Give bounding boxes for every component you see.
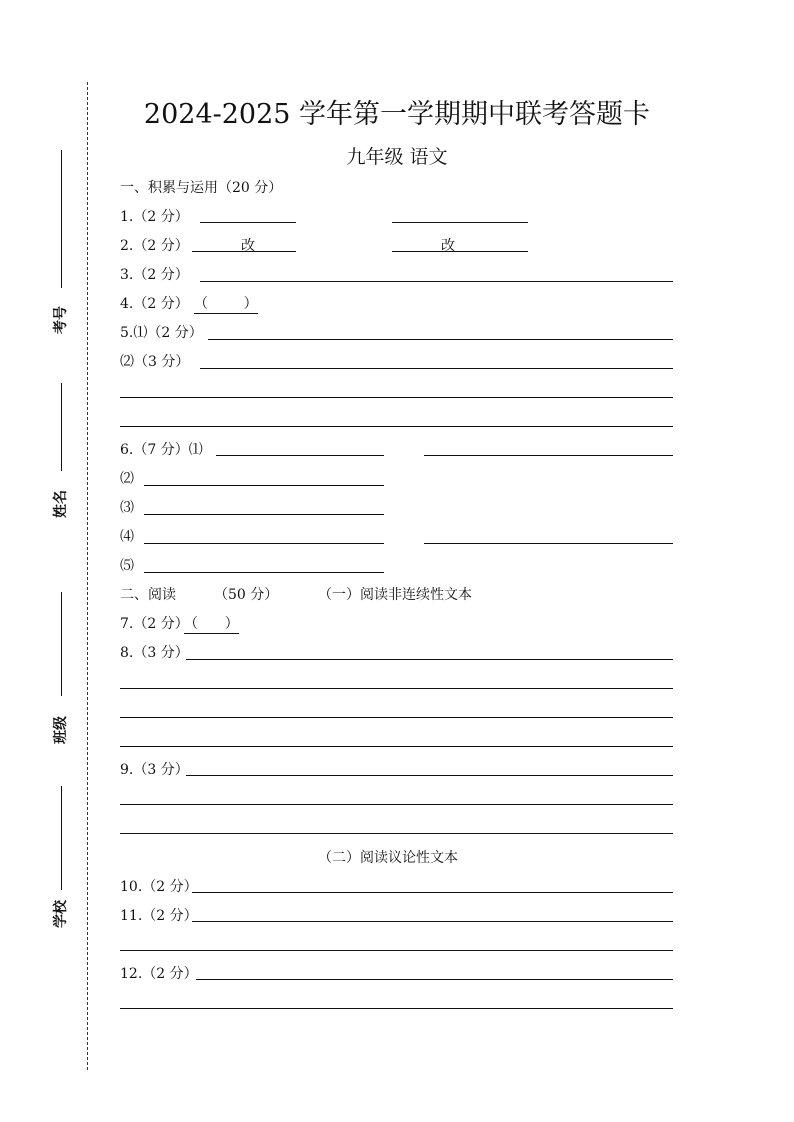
page-title: 2024-2025 学年第一学期期中联考答题卡 bbox=[143, 99, 651, 130]
q5-2-label: ⑵（3 分） bbox=[120, 354, 190, 370]
q8-answer-line-1[interactable] bbox=[186, 659, 673, 660]
section2-heading: 二、阅读 bbox=[120, 587, 176, 603]
q11-answer-line-1[interactable] bbox=[192, 921, 673, 922]
name-label: 姓名 bbox=[53, 490, 69, 518]
q6-4-answer-line-1[interactable] bbox=[144, 543, 384, 544]
section2-sub2-heading: （二）阅读议论性文本 bbox=[318, 850, 458, 866]
q6-4-answer-line-2[interactable] bbox=[424, 543, 673, 544]
q7-label: 7.（2 分） bbox=[120, 616, 189, 632]
section1-heading: 一、积累与运用（20 分） bbox=[120, 180, 283, 196]
q6-4-label: ⑷ bbox=[120, 529, 134, 545]
q6-3-label: ⑶ bbox=[120, 500, 134, 516]
q9-answer-line-3[interactable] bbox=[120, 833, 673, 834]
q6-1-answer-line-1[interactable] bbox=[216, 455, 384, 456]
class-line bbox=[61, 592, 62, 696]
q6-label: 6.（7 分）⑴ bbox=[120, 442, 203, 458]
exam-no-label: 考号 bbox=[53, 306, 69, 334]
q9-label: 9.（3 分） bbox=[120, 762, 189, 778]
q4-label: 4.（2 分） bbox=[120, 296, 189, 312]
q12-label: 12.（2 分） bbox=[120, 966, 198, 982]
q6-2-label: ⑵ bbox=[120, 471, 134, 487]
q6-2-answer-line[interactable] bbox=[144, 485, 384, 486]
q6-5-answer-line[interactable] bbox=[144, 572, 384, 573]
q6-5-label: ⑸ bbox=[120, 558, 134, 574]
q3-answer-line[interactable] bbox=[200, 281, 673, 282]
q2-label: 2.（2 分） bbox=[120, 238, 189, 254]
q1-answer-line-2[interactable] bbox=[392, 222, 528, 223]
exam-no-line bbox=[61, 150, 62, 288]
name-line bbox=[61, 383, 62, 471]
q11-label: 11.（2 分） bbox=[120, 908, 198, 924]
q12-answer-line-1[interactable] bbox=[196, 979, 673, 980]
q4-answer-paren[interactable]: （ ） bbox=[194, 293, 258, 314]
q1-answer-line-1[interactable] bbox=[200, 222, 296, 223]
q5-2-answer-line-1[interactable] bbox=[200, 368, 673, 369]
class-label: 班级 bbox=[53, 716, 69, 744]
q3-label: 3.（2 分） bbox=[120, 267, 189, 283]
q11-answer-line-2[interactable] bbox=[120, 950, 673, 951]
q8-answer-line-3[interactable] bbox=[120, 717, 673, 718]
q5-1-label: 5.⑴（2 分） bbox=[120, 325, 203, 341]
school-line bbox=[61, 786, 62, 890]
q8-answer-line-4[interactable] bbox=[120, 746, 673, 747]
section2-sub1-heading: （一）阅读非连续性文本 bbox=[318, 587, 472, 603]
q1-label: 1.（2 分） bbox=[120, 209, 189, 225]
q6-1-answer-line-2[interactable] bbox=[424, 455, 673, 456]
q5-2-answer-line-3[interactable] bbox=[120, 426, 673, 427]
q9-answer-line-1[interactable] bbox=[186, 775, 673, 776]
q9-answer-line-2[interactable] bbox=[120, 804, 673, 805]
school-label: 学校 bbox=[53, 900, 69, 928]
q6-3-answer-line[interactable] bbox=[144, 514, 384, 515]
binding-dashed-line bbox=[87, 82, 88, 1070]
q5-1-answer-line[interactable] bbox=[208, 339, 673, 340]
q10-label: 10.（2 分） bbox=[120, 879, 198, 895]
q2-fill-1: 改 bbox=[241, 238, 255, 254]
q5-2-answer-line-2[interactable] bbox=[120, 397, 673, 398]
q12-answer-line-2[interactable] bbox=[120, 1008, 673, 1009]
q8-answer-line-2[interactable] bbox=[120, 688, 673, 689]
q10-answer-line[interactable] bbox=[192, 892, 673, 893]
section2-points: （50 分） bbox=[214, 587, 279, 603]
q2-fill-2: 改 bbox=[441, 238, 455, 254]
page-subtitle: 九年级 语文 bbox=[346, 146, 448, 168]
q8-label: 8.（3 分） bbox=[120, 645, 189, 661]
q7-answer-paren[interactable]: （ ） bbox=[184, 613, 239, 634]
